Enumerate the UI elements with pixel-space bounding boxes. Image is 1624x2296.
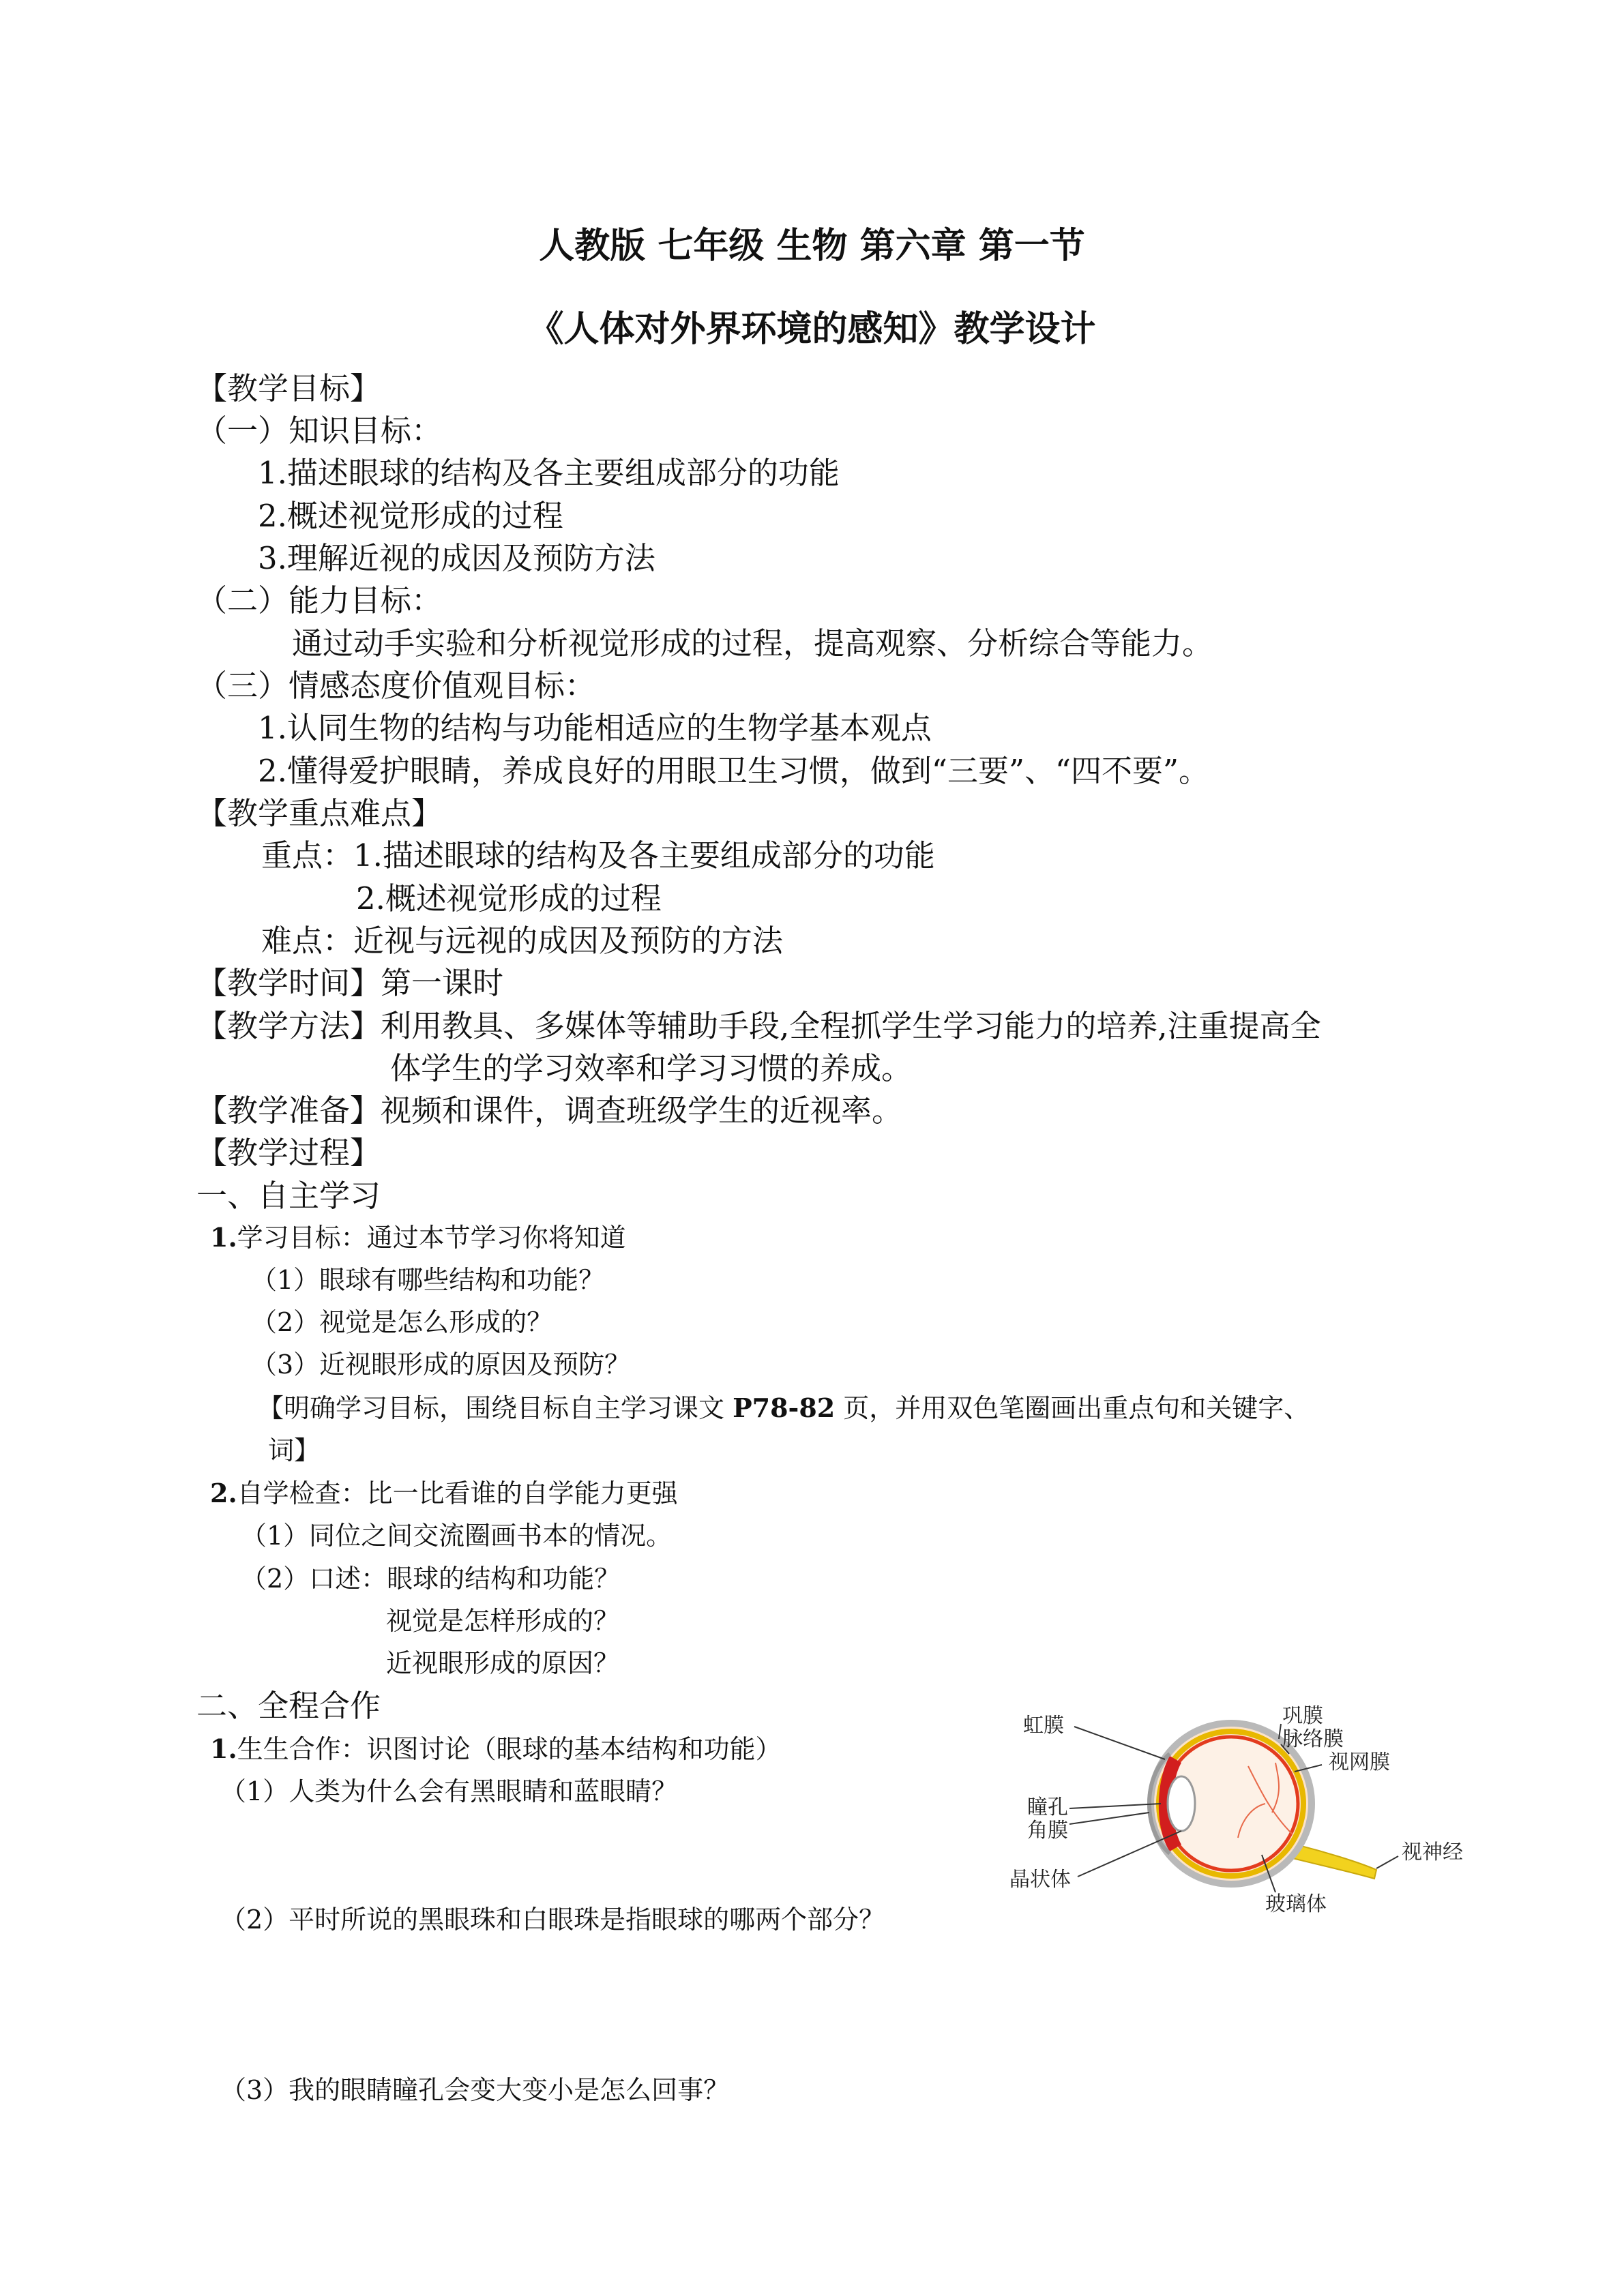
label-vitreous: 玻璃体 <box>1265 1892 1327 1916</box>
coop-num: 1. <box>210 1733 237 1764</box>
teaching-method: 【教学方法】利用教具、多媒体等辅助手段,全程抓学生学习能力的培养,注重提高全 <box>196 1008 1321 1044</box>
leader-optic-nerve <box>1376 1856 1398 1868</box>
self-check-num: 2. <box>210 1478 237 1508</box>
emotion-item: 1.认同生物的结构与功能相适应的生物学基本观点 <box>258 710 932 746</box>
optic-nerve-shape <box>1293 1845 1376 1879</box>
knowledge-heading: （一）知识目标： <box>196 413 443 449</box>
leader-cornea <box>1069 1813 1149 1824</box>
teaching-time: 【教学时间】第一课时 <box>196 965 504 1001</box>
process-heading: 【教学过程】 <box>196 1135 381 1171</box>
study-goal-text: 学习目标：通过本节学习你将知道 <box>237 1223 626 1253</box>
coop-text: 生生合作：识图讨论（眼球的基本结构和功能） <box>237 1734 782 1764</box>
key-point-2: 2.概述视觉形成的过程 <box>356 880 662 916</box>
question-item: （1）人类为什么会有黑眼睛和蓝眼睛？ <box>220 1776 678 1806</box>
knowledge-item: 2.概述视觉形成的过程 <box>258 498 563 534</box>
eyeball-diagram <box>1003 1691 1494 1923</box>
self-check-line <box>210 1476 678 1510</box>
label-sclera: 巩膜 <box>1282 1704 1323 1728</box>
question-item: （3）我的眼睛瞳孔会变大变小是怎么回事？ <box>220 2075 730 2105</box>
teaching-method-cont: 体学生的学习效率和学习习惯的养成。 <box>390 1050 913 1086</box>
study-note-a: 【明确学习目标，围绕目标自主学习课文 <box>258 1393 733 1423</box>
study-goal-line <box>210 1221 626 1255</box>
label-pupil: 瞳孔 <box>1027 1795 1068 1819</box>
teaching-preparation: 【教学准备】视频和课件，调查班级学生的近视率。 <box>196 1092 903 1129</box>
emotion-item: 2.懂得爱护眼睛，养成良好的用眼卫生习惯，做到“三要”、“四不要”。 <box>258 753 1209 789</box>
self-check-item: 视觉是怎样形成的？ <box>386 1606 620 1636</box>
section2-heading: 二、全程合作 <box>196 1688 381 1724</box>
question-item: （2）平时所说的黑眼珠和白眼珠是指眼球的哪两个部分？ <box>220 1905 885 1935</box>
self-check-text: 自学检查：比一比看谁的自学能力更强 <box>237 1478 678 1508</box>
page-title: 人教版 七年级 生物 第六章 第一节 <box>539 225 1085 267</box>
label-cornea: 角膜 <box>1027 1819 1068 1843</box>
difficulty: 难点：近视与远视的成因及预防的方法 <box>261 923 784 959</box>
label-iris: 虹膜 <box>1023 1714 1064 1738</box>
label-lens: 晶状体 <box>1009 1868 1071 1892</box>
leader-pupil <box>1069 1804 1161 1808</box>
lens-shape <box>1168 1776 1195 1831</box>
section1-heading: 一、自主学习 <box>196 1178 381 1214</box>
study-note-cont: 词】 <box>268 1435 321 1465</box>
key-point-1: 重点：1.描述眼球的结构及各主要组成部分的功能 <box>261 837 935 874</box>
study-goal-item: （2）视觉是怎么形成的？ <box>251 1307 553 1337</box>
label-optic-nerve: 视神经 <box>1402 1840 1463 1864</box>
emotion-heading: （三）情感态度价值观目标： <box>196 668 596 704</box>
leader-iris <box>1074 1727 1165 1759</box>
self-check-item: （1）同位之间交流圈画书本的情况。 <box>241 1521 673 1551</box>
knowledge-item: 3.理解近视的成因及预防方法 <box>258 540 655 576</box>
coop-line <box>210 1732 782 1766</box>
ability-heading: （二）能力目标： <box>196 582 443 618</box>
study-note-pages: P78-82 <box>733 1392 836 1423</box>
self-check-item: 近视眼形成的原因？ <box>386 1648 620 1678</box>
label-retina: 视网膜 <box>1329 1750 1390 1774</box>
study-note <box>258 1391 1310 1425</box>
study-goal-item: （1）眼球有哪些结构和功能？ <box>251 1265 605 1295</box>
study-note-b: 页，并用双色笔圈画出重点句和关键字、 <box>835 1393 1310 1423</box>
study-goal-item: （3）近视眼形成的原因及预防？ <box>251 1350 631 1380</box>
ability-text: 通过动手实验和分析视觉形成的过程，提高观察、分析综合等能力。 <box>292 625 1213 661</box>
page-subtitle: 《人体对外界环境的感知》教学设计 <box>528 308 1096 350</box>
knowledge-item: 1.描述眼球的结构及各主要组成部分的功能 <box>258 455 840 491</box>
key-points-heading: 【教学重点难点】 <box>196 795 443 831</box>
label-choroid: 脉络膜 <box>1282 1727 1344 1751</box>
self-check-item: （2）口述：眼球的结构和功能？ <box>241 1564 621 1594</box>
study-goal-num: 1. <box>210 1222 237 1253</box>
objectives-heading: 【教学目标】 <box>196 370 381 406</box>
